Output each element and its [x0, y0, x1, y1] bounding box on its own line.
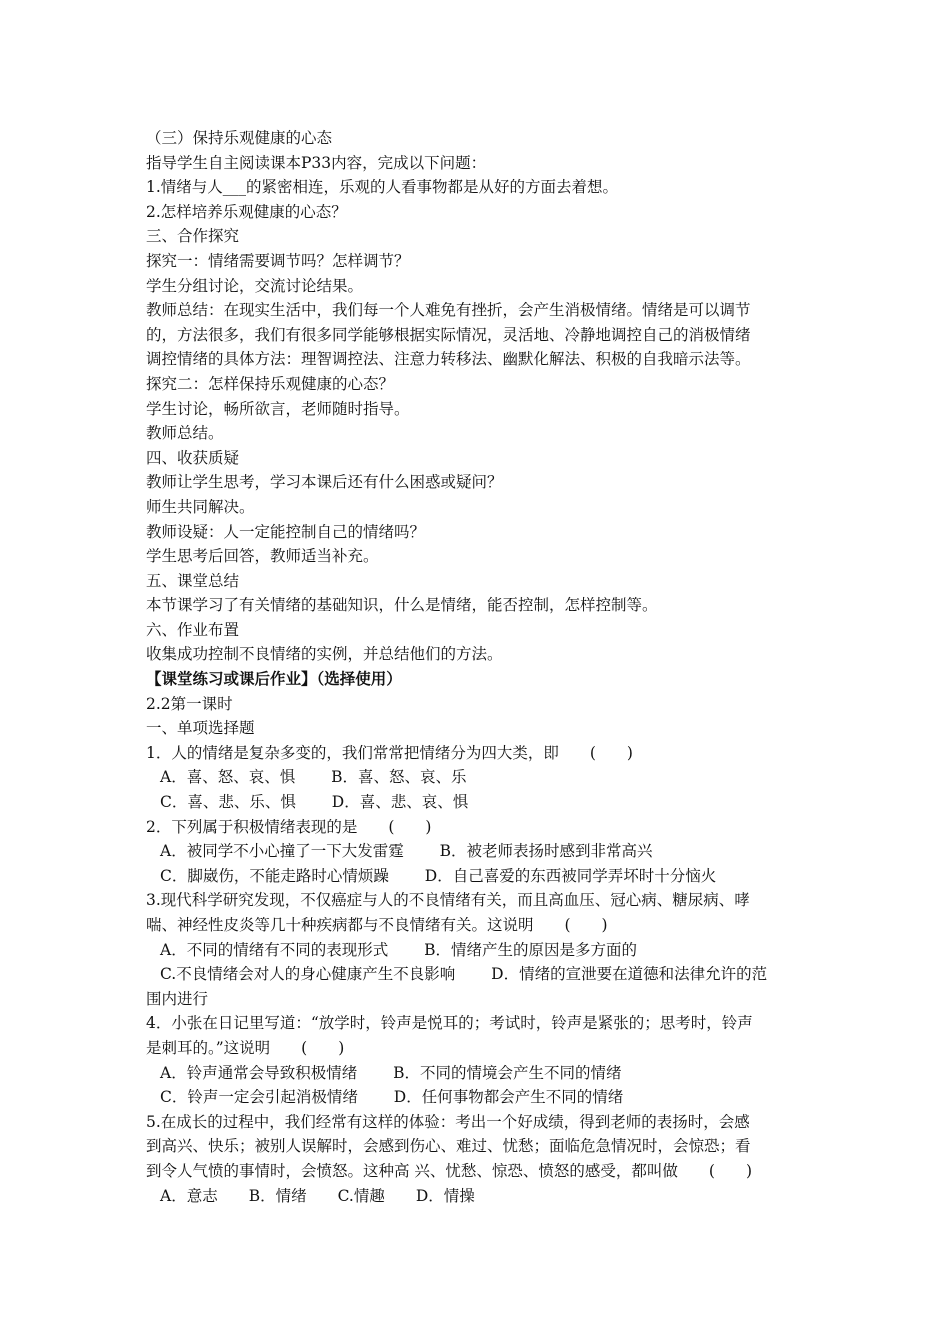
paragraph-line: 本节课学习了有关情绪的基础知识，什么是情绪，能否控制，怎样控制等。 [146, 596, 658, 615]
exercise-heading: 【课堂练习或课后作业】（选择使用） [146, 669, 402, 689]
section-heading-cooperation: 三、合作探究 [146, 227, 240, 246]
question-3: 3.现代科学研究发现，不仅癌症与人的不良情绪有关，而且高血压、冠心病、糖尿病、哮 [146, 891, 750, 910]
options-line: C．脚崴伤，不能走路时心情烦躁 D．自己喜爱的东西被同学弄坏时十分恼火 [160, 866, 717, 885]
options-line: A．被同学不小心撞了一下大发雷霆 B．被老师表扬时感到非常高兴 [160, 842, 653, 861]
instruction-line: 指导学生自主阅读课本P33内容，完成以下问题： [146, 153, 487, 172]
question-5-continued: 到高兴、快乐；被别人误解时，会感到伤心、难过、忧愁；面临危急情况时，会惊恐；看 [146, 1137, 751, 1156]
inquiry-one-title: 探究一：情绪需要调节吗？怎样调节？ [146, 251, 410, 270]
question-line: 1.情绪与人___的紧密相连，乐观的人看事物都是从好的方面去着想。 [146, 178, 619, 197]
section-heading-reflection: 四、收获质疑 [146, 448, 240, 467]
section-heading-homework: 六、作业布置 [146, 620, 240, 639]
question-1: 1．人的情绪是复杂多变的，我们常常把情绪分为四大类，即 ( ) [146, 743, 633, 762]
options-line: A．喜、怒、哀、惧 B．喜、怒、哀、乐 [160, 768, 467, 787]
document-body [146, 126, 810, 1208]
question-4: 4．小张在日记里写道：“放学时，铃声是悦耳的；考试时，铃声是紧张的；思考时，铃声 [146, 1014, 753, 1033]
options-line: A．不同的情绪有不同的表现形式 B．情绪产生的原因是多方面的 [160, 940, 638, 959]
options-line-continued: 围内进行 [146, 989, 209, 1008]
paragraph-line: 收集成功控制不良情绪的实例，并总结他们的方法。 [146, 645, 503, 664]
paragraph-line: 教师让学生思考，学习本课后还有什么困惑或疑问？ [146, 473, 503, 492]
section-heading-summary: 五、课堂总结 [146, 571, 240, 590]
section-heading-optimism: （三）保持乐观健康的心态 [146, 129, 333, 147]
question-2: 2．下列属于积极情绪表现的是 ( ) [146, 817, 432, 836]
paragraph-line: 教师设疑：人一定能控制自己的情绪吗？ [146, 522, 426, 541]
lesson-label: 2.2第一课时 [146, 694, 233, 713]
paragraph-line: 学生讨论，畅所欲言，老师随时指导。 [146, 399, 410, 418]
paragraph-line: 师生共同解决。 [146, 497, 255, 516]
question-4-continued: 是刺耳的。”这说明 ( ) [146, 1038, 345, 1057]
question-line: 2.怎样培养乐观健康的心态？ [146, 202, 347, 221]
paragraph-line: 调控情绪的具体方法：理智调控法、注意力转移法、幽默化解法、积极的自我暗示法等。 [146, 350, 751, 369]
question-5-continued: 到令人气愤的事情时，会愤怒。这种高 兴、忧愁、惊恐、愤怒的感受，都叫做 ( ) [146, 1161, 753, 1180]
options-line: C．铃声一定会引起消极情绪 D．任何事物都会产生不同的情绪 [160, 1088, 624, 1107]
section-heading-choice: 一、单项选择题 [146, 719, 255, 738]
options-line: C．喜、悲、乐、惧 D．喜、悲、哀、惧 [160, 793, 469, 812]
paragraph-line: 的，方法很多，我们有很多同学能够根据实际情况，灵活地、冷静地调控自己的消极情绪 [146, 325, 751, 344]
question-3-continued: 喘、神经性皮炎等几十种疾病都与不良情绪有关。这说明 ( ) [146, 916, 608, 934]
options-line: A．意志 B．情绪 C.情趣 D．情操 [160, 1186, 475, 1205]
paragraph-line: 学生思考后回答，教师适当补充。 [146, 547, 379, 566]
paragraph-line: 教师总结：在现实生活中，我们每一个人难免有挫折，会产生消极情绪。情绪是可以调节 [146, 301, 751, 320]
paragraph-line: 学生分组讨论，交流讨论结果。 [146, 276, 364, 295]
question-5: 5.在成长的过程中，我们经常有这样的体验：考出一个好成绩，得到老师的表扬时，会感 [146, 1112, 750, 1131]
inquiry-two-title: 探究二：怎样保持乐观健康的心态？ [146, 374, 395, 393]
options-line: C.不良情绪会对人的身心健康产生不良影响 D．情绪的宣泄要在道德和法律允许的范 [160, 965, 768, 984]
paragraph-line: 教师总结。 [146, 424, 224, 443]
options-line: A．铃声通常会导致积极情绪 B．不同的情境会产生不同的情绪 [160, 1063, 622, 1082]
